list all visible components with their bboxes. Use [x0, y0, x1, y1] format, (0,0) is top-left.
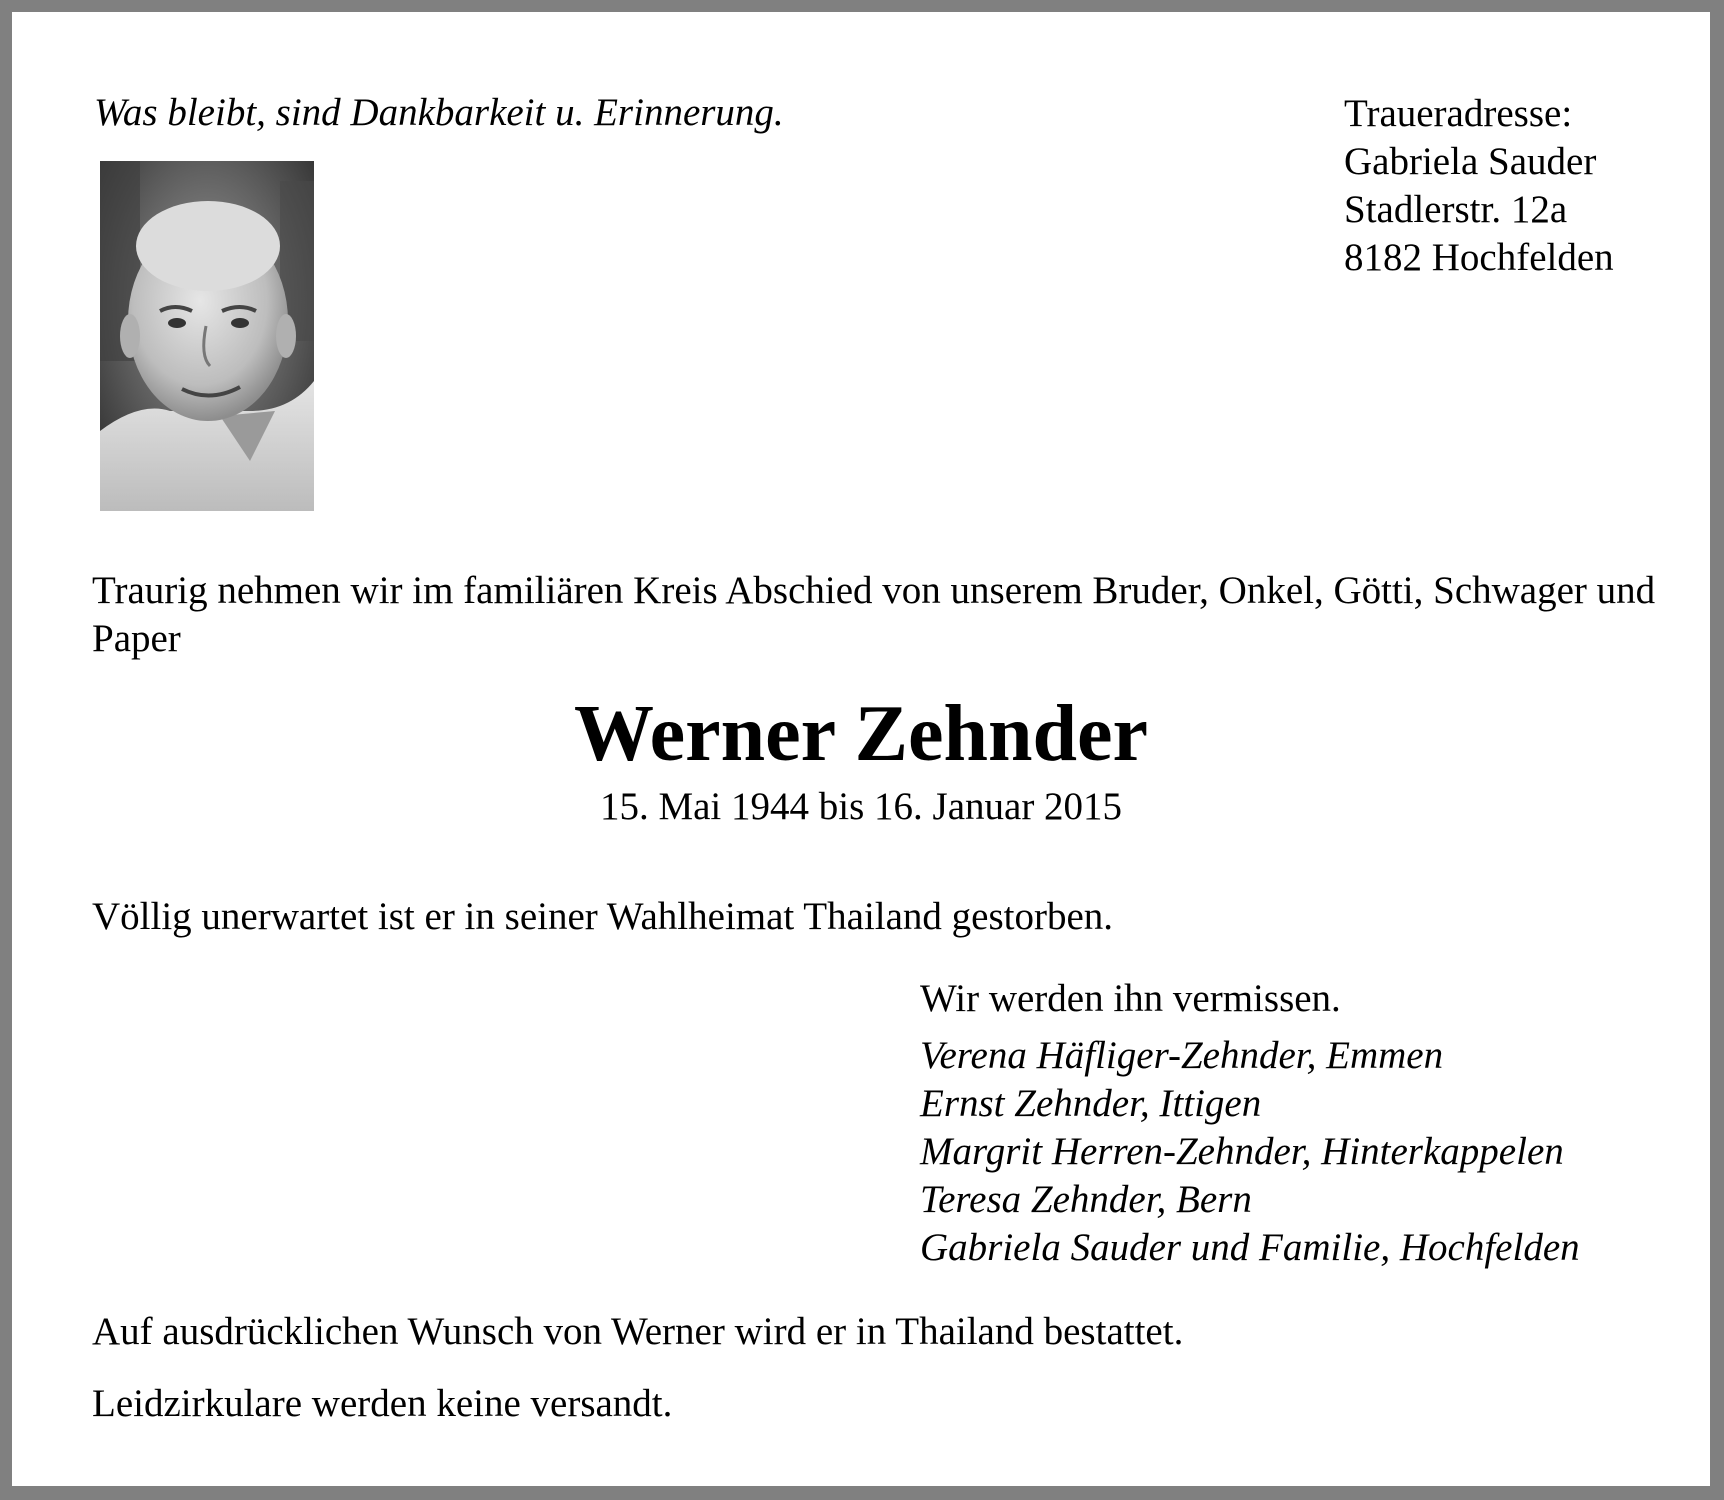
mourner-item: Verena Häfliger-Zehnder, Emmen	[920, 1034, 1444, 1077]
portrait-photo-icon	[100, 161, 314, 511]
address-line: 8182 Hochfelden	[1344, 236, 1614, 279]
mourner-item: Gabriela Sauder und Familie, Hochfelden	[920, 1226, 1580, 1269]
address-line: Gabriela Sauder	[1344, 140, 1597, 183]
mourners-list	[920, 1032, 1580, 1272]
circumstance-text: Völlig unerwartet ist er in seiner Wahlheimat Thailand gestorben.	[92, 895, 1114, 938]
circulars-note: Leidzirkulare werden keine versandt.	[92, 1382, 673, 1425]
mourner-item: Ernst Zehnder, Ittigen	[920, 1082, 1262, 1125]
mourning-address	[1344, 90, 1614, 282]
mourner-item: Teresa Zehnder, Bern	[920, 1178, 1252, 1221]
mourner-item: Margrit Herren-Zehnder, Hinterkappelen	[920, 1130, 1564, 1173]
portrait-photo	[100, 161, 314, 511]
motto: Was bleibt, sind Dankbarkeit u. Erinnerung.	[94, 91, 784, 134]
life-dates: 15. Mai 1944 bis 16. Januar 2015	[599, 785, 1123, 828]
address-heading: Traueradresse:	[1344, 92, 1573, 135]
deceased-name: Werner Zehnder	[573, 690, 1149, 778]
intro-text: Traurig nehmen wir im familiären Kreis Abschied von unserem Bruder, Onkel, Götti, Schwager und Paper	[92, 569, 1656, 660]
burial-note: Auf ausdrücklichen Wunsch von Werner wird er in Thailand bestattet.	[92, 1310, 1184, 1353]
missing-line: Wir werden ihn vermissen.	[920, 977, 1341, 1020]
address-line: Stadlerstr. 12a	[1344, 188, 1568, 231]
